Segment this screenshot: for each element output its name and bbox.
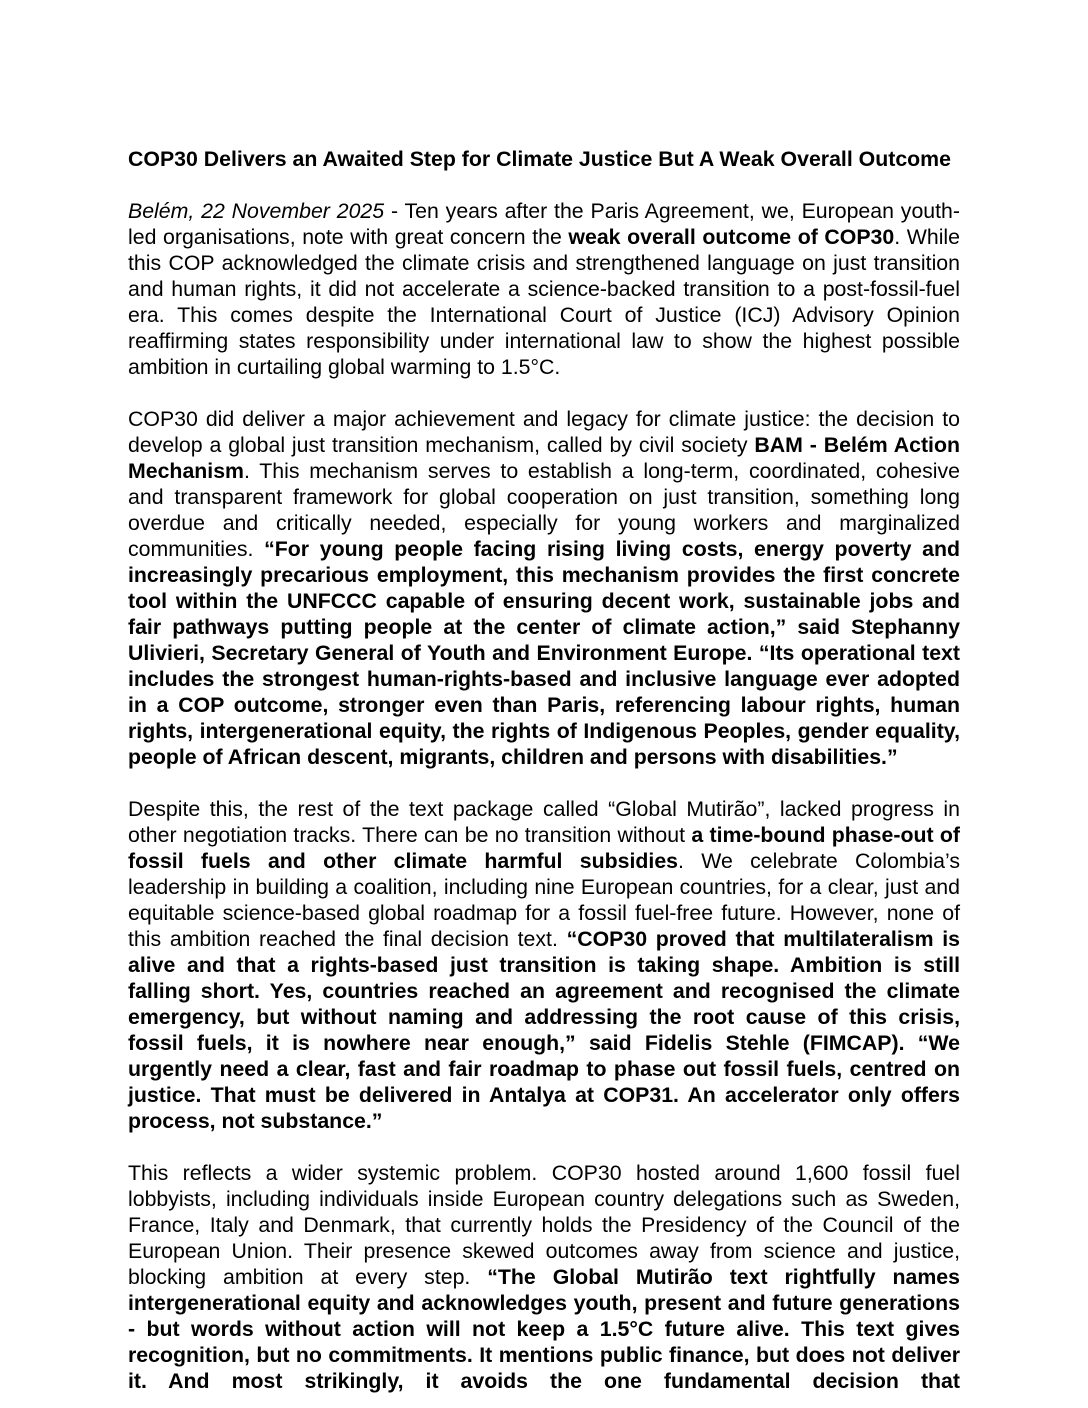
paragraph	[128, 406, 960, 770]
text-run: COP30 did deliver a major achievement and legacy for climate justice: the decision to develop a global just transition mechanism, called by civil society	[128, 407, 960, 457]
text-run: This reflects a wider systemic problem. COP30 hosted around 1,600 fossil fuel lobbyists, including individuals inside European country delegations such as Sweden, France, Italy and Denmark, that currently holds the Presidency of the Council of the European Union. Their presence skewed outcomes away from science and justice, blocking ambition at every step.	[128, 1161, 960, 1289]
paragraph	[128, 198, 960, 380]
text-run: “COP30 proved that multilateralism is alive and that a rights-based just transition is taking shape. Ambition is still falling short. Yes, countries reached an agreement and recognised the climate emergency, but without naming and addressing the root cause of this crisis, fossil fuels, it is nowhere near enough,” said Fidelis Stehle (FIMCAP). “We urgently need a clear, fast and fair roadmap to phase out fossil fuels, centred on justice. That must be delivered in Antalya at COP31. An accelerator only offers process, not substance.”	[128, 927, 960, 1133]
text-run: Belém, 22 November 2025	[128, 199, 385, 223]
document-body	[128, 198, 960, 1394]
paragraph	[128, 1160, 960, 1394]
paragraph	[128, 796, 960, 1134]
text-run: Despite this, the rest of the text package called “Global Mutirão”, lacked progress in other negotiation tracks. There can be no transition without	[128, 797, 960, 847]
text-run: . This mechanism serves to establish a long-term, coordinated, cohesive and transparent framework for global cooperation on just transition, something long overdue and critically needed, especially for young workers and marginalized communities.	[128, 459, 960, 561]
text-run: “The Global Mutirão text rightfully names intergenerational equity and acknowledges youth, present and future generations - but words without action will not keep a 1.5°C future alive. This text gives recognition, but no commitments. It mentions public finance, but does not deliver it. And most strikingly, it avoids the one fundamental decision that	[128, 1265, 960, 1393]
document-title: COP30 Delivers an Awaited Step for Climate Justice But A Weak Overall Outcome	[128, 147, 951, 171]
text-run: . While this COP acknowledged the climate crisis and strengthened language on just transition and human rights, it did not accelerate a science-backed transition to a post-fossil-fuel era. This comes despite the International Court of Justice (ICJ) Advisory Opinion reaffirming states responsibility under international law to show the highest possible ambition in curtailing global warming to 1.5°C.	[128, 225, 960, 379]
text-run: weak overall outcome of COP30	[568, 225, 895, 249]
text-run: - Ten years after the Paris Agreement, we, European youth-led organisations, note with great concern the	[128, 199, 960, 249]
text-run: a time-bound phase-out of fossil fuels and other climate harmful subsidies	[128, 823, 960, 873]
text-run: “For young people facing rising living costs, energy poverty and increasingly precarious employment, this mechanism provides the first concrete tool within the UNFCCC capable of ensuring decent work, sustainable jobs and fair pathways putting people at the center of climate action,” said Stephanny Ulivieri, Secretary General of Youth and Environment Europe. “Its operational text includes the strongest human-rights-based and inclusive language ever adopted in a COP outcome, stronger even than Paris, referencing labour rights, human rights, intergenerational equity, the rights of Indigenous Peoples, gender equality, people of African descent, migrants, children and persons with disabilities.”	[128, 537, 961, 769]
text-run: . We celebrate Colombia’s leadership in building a coalition, including nine European countries, for a clear, just and equitable science-based global roadmap for a fossil fuel-free future. However, none of this ambition reached the final decision text.	[128, 849, 961, 951]
text-run: BAM - Belém Action Mechanism	[128, 433, 960, 483]
